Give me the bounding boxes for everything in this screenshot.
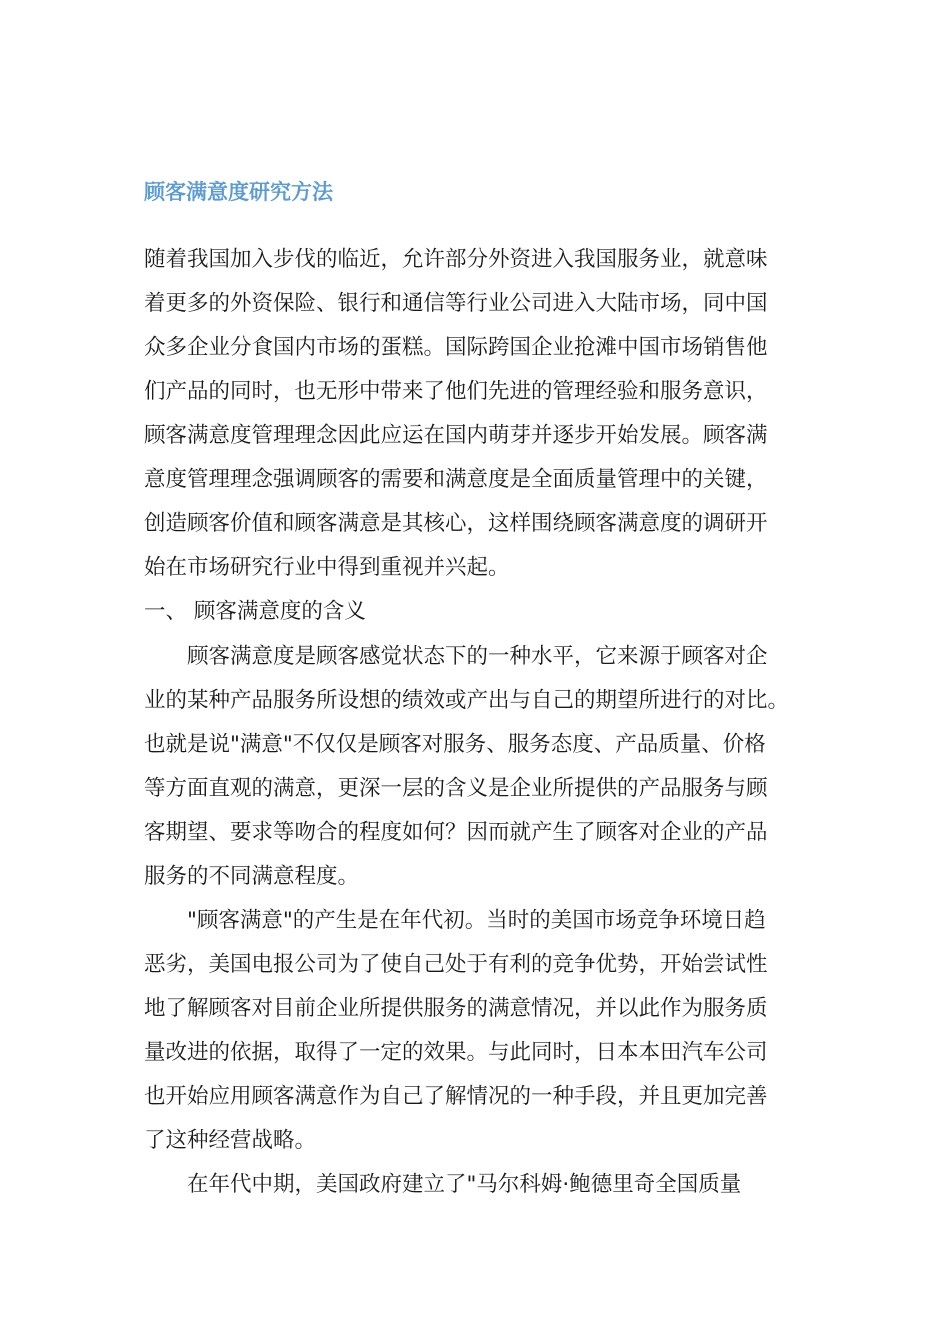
intro-line: 创造顾客价值和顾客满意是其核心，这样围绕顾客满意度的调研开 xyxy=(144,511,768,536)
paragraph-line: 也开始应用顾客满意作为自己了解情况的一种手段，并且更加完善 xyxy=(144,1084,768,1109)
intro-line: 顾客满意度管理理念因此应运在国内萌芽并逐步开始发展。顾客满 xyxy=(144,423,768,448)
paragraph-line: 等方面直观的满意，更深一层的含义是企业所提供的产品服务与顾 xyxy=(144,776,768,801)
paragraph-line: 地了解顾客对目前企业所提供服务的满意情况，并以此作为服务质 xyxy=(144,996,768,1021)
paragraph-line: 顾客满意度是顾客感觉状态下的一种水平，它来源于顾客对企 xyxy=(187,644,768,669)
paragraph-line: 在年代中期，美国政府建立了"马尔科姆·鲍德里奇全国质量 xyxy=(187,1172,742,1197)
paragraph-line: 量改进的依据，取得了一定的效果。与此同时，日本本田汽车公司 xyxy=(144,1040,768,1065)
section-heading: 一、 顾客满意度的含义 xyxy=(144,599,366,624)
paragraph-line: 恶劣，美国电报公司为了使自己处于有利的竞争优势，开始尝试性 xyxy=(144,952,768,977)
intro-line: 们产品的同时，也无形中带来了他们先进的管理经验和服务意识， xyxy=(144,379,768,404)
intro-line: 始在市场研究行业中得到重视并兴起。 xyxy=(144,555,510,580)
paragraph-line: 服务的不同满意程度。 xyxy=(144,864,360,889)
paragraph-line: 了这种经营战略。 xyxy=(144,1128,317,1153)
intro-line: 随着我国加入步伐的临近，允许部分外资进入我国服务业，就意味 xyxy=(144,247,768,272)
intro-line: 着更多的外资保险、银行和通信等行业公司进入大陆市场，同中国 xyxy=(144,291,768,316)
paragraph-line: "顾客满意"的产生是在年代初。当时的美国市场竞争环境日趋 xyxy=(187,908,766,933)
paragraph-line: 业的某种产品服务所设想的绩效或产出与自己的期望所进行的对比。 xyxy=(144,688,790,713)
intro-line: 意度管理理念强调顾客的需要和满意度是全面质量管理中的关键， xyxy=(144,467,768,492)
document-title: 顾客满意度研究方法 xyxy=(144,180,333,204)
paragraph-line: 也就是说"满意"不仅仅是顾客对服务、服务态度、产品质量、价格 xyxy=(144,732,766,757)
paragraph-line: 客期望、要求等吻合的程度如何？因而就产生了顾客对企业的产品 xyxy=(144,820,768,845)
intro-line: 众多企业分食国内市场的蛋糕。国际跨国企业抢滩中国市场销售他 xyxy=(144,335,768,360)
